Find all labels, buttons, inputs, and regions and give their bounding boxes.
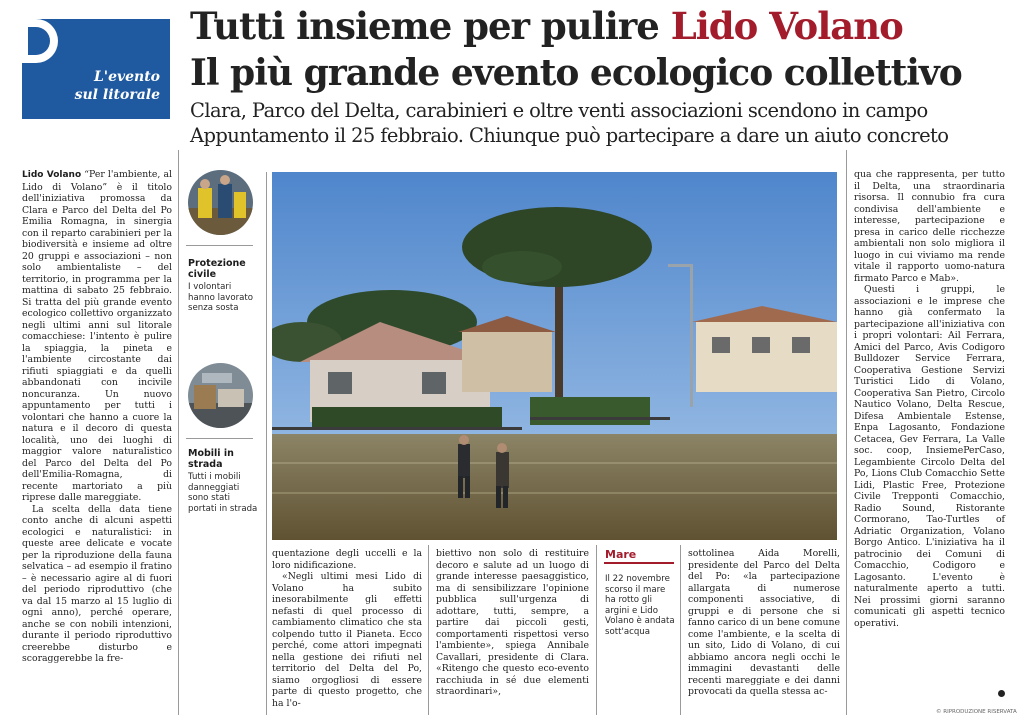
note-body: I volontari hanno lavorato senza sosta [188,282,254,313]
article-column-4 [688,548,840,698]
article-paragraph: “Per l'ambiente, al Lido di Volano” è il titolo dell'iniziativa promossa da Clara e Parco del Delta del Po Emilia Romagna, in sinergia con il reparto carabinieri per la biodiversità e insieme ad oltre 20 gruppi e associazioni – non solo ambientaliste – del territorio, in programma per la mattina di sabato 25 febbraio. Si tratta del più grande evento ecologico collettivo organizzato negli ultimi anni sul litorale comacchiese: l'intento è pulire la spiaggia, la pineta e l'ambiente circostante dai rifiuti spiaggiati e da quelli abbandonati con incivile noncuranza. Un nuovo appuntamento per tutti i volontari che hanno a cuore la natura e il decoro di questa località, uno dei luoghi di maggior valore naturalistico del Parco del Delta del Po dell'Emilia-Romagna, di recente martoriato a più riprese dalle mareggiate. [22,169,172,503]
mobili-in-strada-photo [188,363,253,428]
note-divider [186,245,253,246]
article-paragraph: Questi i gruppi, le associazioni e le imprese che hanno già confermato la partecipazione all'iniziativa con i propri volontari: Ail Ferrara, Amici del Parco, Avis Codigoro Bulldozer Service Ferrara, Cooperativa Gestione Servizi Turistici Lido di Volano, Cooperativa San Pietro, Circolo Nautico Volano, Delta Rescue, Difesa Ambientale Estense, Enpa Lagosanto, Fondazione Cetacea, Gev Ferrara, La Valle soc. coop, InsiemePerCaso, Legambiente Circolo Delta del Po, Lions Club Comacchio Sette Lidi, Plastic Free, Protezione Civile Trepponti Comacchio, Radio Sound, Ristorante Cormorano, Tao-Turtles of Adriatic Organization, Volano Borgo Antico. L'iniziativa ha il patrocinio dei Comuni di Comacchio, Codigoro e Lagosanto. L'evento è naturalmente aperto a tutti. Nei prossimi giorni saranno comunicati gli aspetti tecnico operativi. [854,284,1005,629]
column-divider [266,172,267,715]
section-badge [22,19,170,119]
column-divider [428,545,429,715]
protezione-civile-photo [188,170,253,235]
article-paragraph: «Negli ultimi mesi Lido di Volano ha subito inesorabilmente gli effetti nefasti di quel processo di cambiamento climatico che sta colpendo tutto il Pianeta. Ecco perché, come attori impegnati nella gestione dei rifiuti nel territorio del Delta del Po, siamo orgogliosi di essere parte di questo progetto, che ha l'o- [272,571,422,709]
mare-box-title: Mare [605,548,637,561]
headline-part1: Tutti insieme per pulire [190,4,671,48]
article-lead: Lido Volano [22,170,82,180]
article-column-1 [22,169,172,665]
article-paragraph: biettivo non solo di restituire decoro e salute ad un luogo di grande interesse paesaggistico, ma di sensibilizzare l'opinione pubblica sull'urgenza di adottare, tutti, sempre, a partire dai piccoli gesti, comportamenti rispettosi verso l'ambiente», spiega Annibale Cavallari, presidente di Clara. «Ritengo che questo eco-evento racchiuda in sé due elementi straordinari», [436,548,589,697]
subheadline-line1: Clara, Parco del Delta, carabinieri e oltre venti associazioni scendono in campo [190,99,928,122]
article-paragraph: qua che rappresenta, per tutto il Delta, una straordinaria risorsa. Il connubio fra cura condivisa dell'ambiente e interesse, partecipazione e presa in carico delle ricchezze ambientali non solo migliora il luogo in cui viviamo ma rende vitale il rapporto uomo-natura firmato Parco e Mab». [854,169,1005,284]
note-title: Mobili in strada [188,448,234,470]
column-divider [846,150,847,715]
article-column-5 [854,169,1005,629]
column-divider [680,545,681,715]
headline-line2: Il più grande evento ecologico collettivo [190,52,962,94]
article-column-3 [436,548,589,698]
copyright-credit: © RIPRODUZIONE RISERVATA [936,709,1017,715]
note-divider [186,438,253,439]
article-paragraph: La scelta della data tiene conto anche di alcuni aspetti ecologici e naturalistici: in queste aree delicate e vocate per la riproduzione della fauna selvatica – ad esempio il fratino – è necessario agire al di fuori del periodo riproduttivo (che va dal 15 marzo al 15 luglio di ogni anno), perché operare, anche se con nobili intenzioni, durante il periodo riproduttivo creerebbe disturbo e scoraggerebbe la fre- [22,503,172,664]
article-paragraph: quentazione degli uccelli e la loro nidificazione. [272,548,422,571]
subheadline-line2: Appuntamento il 25 febbraio. Chiunque può partecipare a dare un aiuto concreto [190,124,949,147]
column-divider [596,545,597,715]
mare-box-rule [604,562,674,564]
flood-photo [272,172,837,540]
headline-line1 [190,4,903,48]
article-end-mark [998,690,1005,697]
article-paragraph: sottolinea Aida Morelli, presidente del Parco del Delta del Po: «la partecipazione allargata di numerose componenti associative, di gruppi e di persone che si fanno carico di un bene comune come l'ambiente, e la scelta di un sito, Lido di Volano, di cui abbiamo ancora negli occhi le immagini devastanti delle recenti mareggiate e dei danni provocati da quella stessa ac- [688,548,840,697]
newspaper-logo-icon [22,19,64,67]
article-column-2 [272,548,422,709]
note-body: Tutti i mobili danneggiati sono stati portati in strada [188,472,258,514]
column-divider [178,150,179,715]
section-kicker-line1: L'evento [93,69,160,85]
note-title: Protezione civile [188,258,246,280]
mare-box-body: Il 22 novembre scorso il mare ha rotto gli argini e Lido Volano è andata sott'acqua [605,574,675,637]
headline-accent: Lido Volano [670,4,903,48]
section-kicker-line2: sul litorale [74,87,160,103]
